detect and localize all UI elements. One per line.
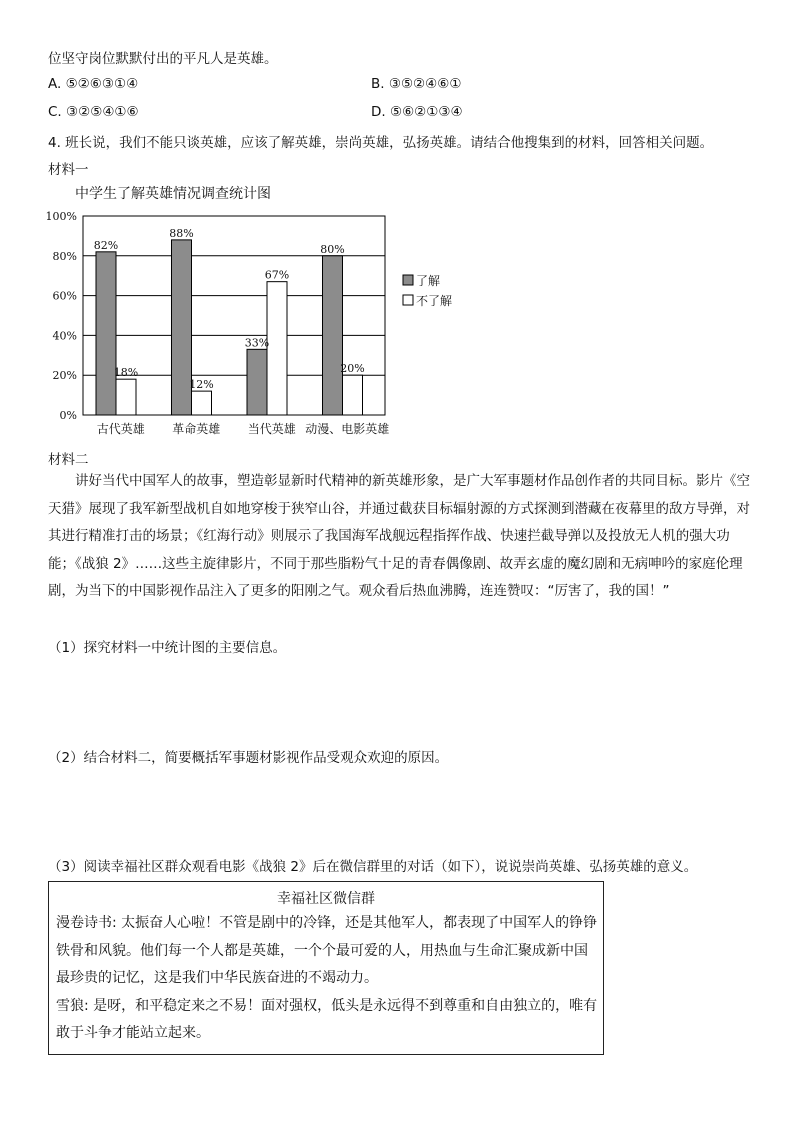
data-label: 80%	[320, 242, 345, 256]
wechat-group-title: 幸福社区微信群	[277, 891, 375, 907]
sub-question-1: （1）探究材料一中统计图的主要信息。	[48, 640, 287, 656]
option-d: D. ⑤⑥②①③④	[371, 104, 463, 120]
data-label: 18%	[113, 366, 139, 380]
x-tick-label: 当代英雄	[247, 422, 296, 436]
chat-message: 漫卷诗书: 太振奋人心啦！不管是剧中的冷锋，还是其他军人，都表现了中国军人的铮铮铁骨和风貌。他们每一个人都是英雄，一个个最可爱的人，用热血与生命汇聚成新中国最珍贵的记忆，这是我们中华民族奋进的不竭动力。	[56, 915, 598, 986]
bar	[323, 256, 343, 415]
option-a: A. ⑤②⑥③①④	[48, 76, 139, 92]
y-tick-label: 0%	[59, 409, 77, 422]
data-label: 12%	[189, 378, 214, 392]
material-2-text: 讲好当代中国军人的故事，塑造彰显新时代精神的新英雄形象，是广大军事题材作品创作者的共同目标。影片《空天猎》展现了我军新型战机自如地穿梭于狭窄山谷，并通过截获目标辐射源的方式探测到潜藏在夜幕里的敌方导弹，对其进行精准打击的场景；《红海行动》则展示了我国海军战舰远程指挥作战、快速拦截导弹以及投放无人机的强大功能；《战狼 2》……这些主旋律影片，不同于那些脂粉气十足的青春偶像剧、故弄玄虚的魔幻剧和无病呻吟的家庭伦理剧，为当下的中国影视作品注入了更多的阳刚之气。观众看后热血沸腾，连连赞叹：“厉害了，我的国！”	[48, 473, 750, 599]
legend-swatch	[403, 295, 413, 305]
data-label: 67%	[264, 268, 290, 282]
x-tick-label: 动漫、电影英雄	[305, 422, 390, 436]
data-label: 88%	[169, 226, 194, 240]
material-1-heading: 材料一	[48, 162, 89, 178]
data-label: 33%	[244, 336, 270, 350]
x-tick-label: 革命英雄	[172, 422, 221, 436]
y-tick-label: 60%	[52, 289, 77, 303]
bar	[267, 282, 287, 415]
y-tick-label: 40%	[52, 329, 77, 343]
bar	[116, 379, 136, 415]
wechat-group-box	[48, 881, 604, 1055]
option-b: B. ③⑤②④⑥①	[371, 76, 462, 92]
option-c: C. ③②⑤④①⑥	[48, 104, 139, 120]
legend-swatch	[403, 275, 413, 285]
y-tick-label: 100%	[45, 210, 77, 223]
chart-legend	[403, 274, 452, 308]
material-2-heading: 材料二	[48, 452, 89, 468]
sub-question-3: （3）阅读幸福社区群众观看电影《战狼 2》后在微信群里的对话（如下），说说崇尚英雄、弘扬英雄的意义。	[48, 859, 698, 875]
x-tick-label: 古代英雄	[96, 422, 145, 436]
bar	[192, 391, 212, 415]
data-label: 82%	[93, 238, 119, 252]
bar-chart	[40, 206, 470, 444]
legend-label: 不了解	[416, 294, 453, 308]
bar	[247, 349, 267, 415]
wechat-messages	[56, 910, 598, 1048]
bar	[343, 375, 363, 415]
y-tick-label: 20%	[52, 369, 77, 383]
bar	[96, 252, 116, 415]
data-label: 20%	[340, 362, 365, 376]
chart-bars	[93, 238, 363, 415]
legend-label: 了解	[416, 274, 441, 288]
question-4: 4. 班长说，我们不能只谈英雄，应该了解英雄，崇尚英雄，弘扬英雄。请结合他搜集到的材料，回答相关问题。	[48, 135, 714, 151]
y-tick-label: 80%	[52, 249, 77, 263]
sub-question-2: （2）结合材料二，简要概括军事题材影视作品受观众欢迎的原因。	[48, 750, 449, 766]
chat-message: 雪狼: 是呀，和平稳定来之不易！面对强权，低头是永远得不到尊重和自由独立的，唯有敢于斗争才能站立起来。	[56, 997, 598, 1041]
intro-line: 位坚守岗位默默付出的平凡人是英雄。	[48, 51, 278, 67]
chart-title: 中学生了解英雄情况调查统计图	[75, 186, 271, 202]
